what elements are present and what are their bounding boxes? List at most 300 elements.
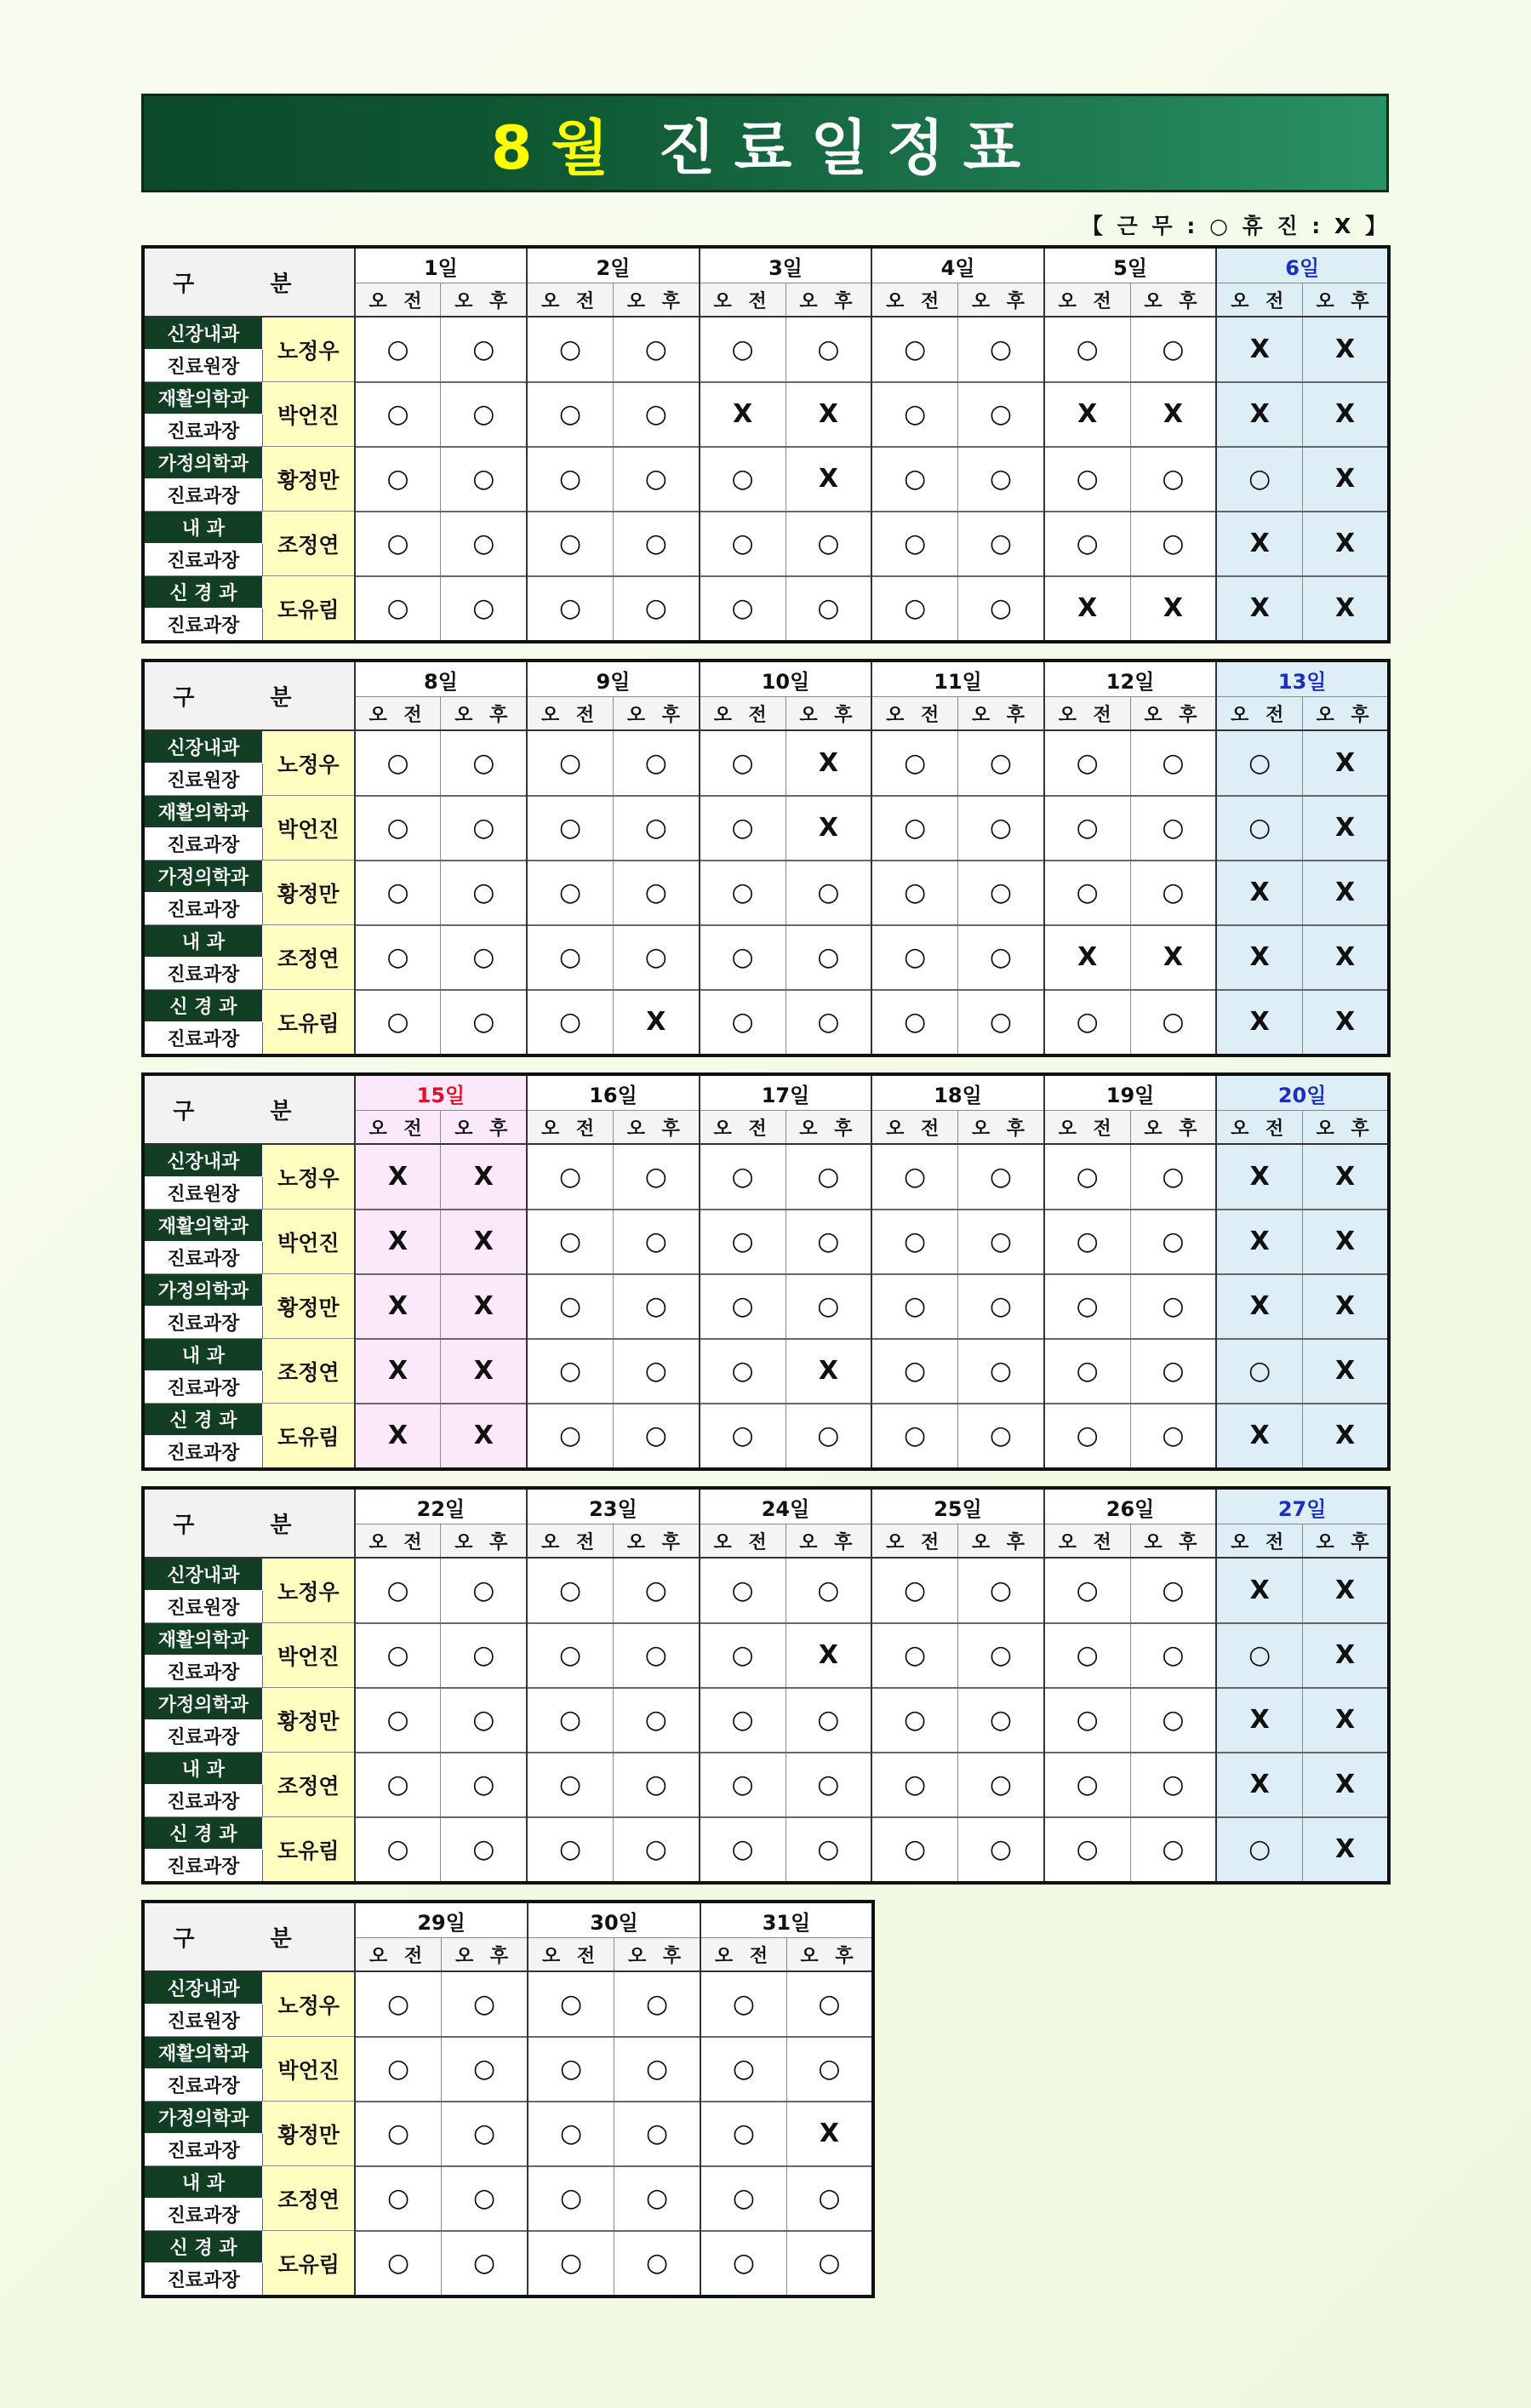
- work-mark: ○: [442, 2037, 528, 2102]
- pm-header: 오 후: [613, 1524, 699, 1559]
- work-mark: ○: [527, 447, 613, 512]
- work-mark: ○: [958, 990, 1044, 1056]
- off-mark: X: [1303, 382, 1389, 447]
- work-mark: ○: [442, 1971, 528, 2037]
- work-mark: ○: [613, 796, 699, 861]
- off-mark: X: [785, 382, 871, 447]
- work-mark: ○: [527, 1558, 613, 1623]
- work-mark: ○: [700, 796, 785, 861]
- doctor-name: 박언진: [262, 796, 354, 861]
- pm-header: 오 후: [787, 1938, 874, 1972]
- work-mark: ○: [613, 1688, 699, 1753]
- pm-header: 오 후: [958, 283, 1044, 317]
- day-header: 16일: [527, 1074, 700, 1111]
- off-mark: X: [1216, 1144, 1302, 1210]
- work-mark: ○: [355, 447, 441, 512]
- day-header: 9일: [527, 661, 700, 697]
- doctor-name: 황정만: [263, 2102, 356, 2166]
- work-mark: ○: [787, 2037, 874, 2102]
- doctor-name: 박언진: [262, 1623, 354, 1688]
- work-mark: ○: [787, 2166, 874, 2231]
- work-mark: ○: [1130, 1144, 1216, 1210]
- doctor-name: 노정우: [262, 730, 354, 796]
- role-label: 진료과장: [143, 2199, 263, 2231]
- work-mark: ○: [700, 1971, 786, 2037]
- work-mark: ○: [700, 1623, 785, 1688]
- work-mark: ○: [442, 2166, 528, 2231]
- work-mark: ○: [958, 1339, 1044, 1404]
- off-mark: X: [1216, 1210, 1302, 1274]
- am-header: 오 전: [700, 1524, 785, 1559]
- work-mark: ○: [958, 1558, 1044, 1623]
- doctor-row: [143, 796, 1389, 828]
- work-mark: ○: [1130, 1339, 1216, 1404]
- work-mark: ○: [355, 990, 441, 1056]
- work-mark: ○: [785, 1817, 871, 1884]
- doctor-name: 조정연: [262, 512, 354, 576]
- department-label: 재활의학과: [143, 2037, 263, 2069]
- off-mark: X: [1303, 861, 1389, 925]
- am-header: 오 전: [355, 1111, 441, 1145]
- work-mark: ○: [785, 512, 871, 576]
- off-mark: X: [1044, 382, 1130, 447]
- work-mark: ○: [1130, 861, 1216, 925]
- work-mark: ○: [1044, 317, 1130, 382]
- work-mark: ○: [355, 382, 441, 447]
- am-header: 오 전: [1044, 283, 1130, 317]
- work-mark: ○: [700, 1558, 785, 1623]
- role-label: 진료과장: [143, 1307, 262, 1339]
- off-mark: X: [441, 1210, 527, 1274]
- doctor-row: [143, 1144, 1389, 1177]
- role-label: 진료과장: [143, 1720, 262, 1753]
- department-label: 재활의학과: [143, 1210, 262, 1242]
- work-mark: ○: [1044, 1623, 1130, 1688]
- off-mark: X: [1303, 447, 1389, 512]
- work-mark: ○: [871, 1623, 957, 1688]
- work-mark: ○: [441, 447, 527, 512]
- doctor-name: 조정연: [262, 925, 354, 990]
- off-mark: X: [1216, 1558, 1302, 1623]
- work-mark: ○: [785, 925, 871, 990]
- work-mark: ○: [1216, 1339, 1302, 1404]
- work-mark: ○: [1044, 1688, 1130, 1753]
- work-mark: ○: [355, 1558, 441, 1623]
- pm-header: 오 후: [613, 697, 699, 731]
- doctor-row: [143, 1404, 1389, 1436]
- work-mark: ○: [958, 1404, 1044, 1470]
- role-label: 진료과장: [143, 1785, 262, 1817]
- work-mark: ○: [958, 1753, 1044, 1817]
- role-label: 진료과장: [143, 1242, 262, 1274]
- off-mark: X: [1303, 317, 1389, 382]
- title-text: 진료일정표: [658, 112, 1040, 183]
- work-mark: ○: [785, 317, 871, 382]
- work-mark: ○: [787, 1971, 874, 2037]
- doctor-row: [143, 2102, 873, 2134]
- off-mark: X: [1303, 730, 1389, 796]
- work-mark: ○: [1216, 730, 1302, 796]
- off-mark: X: [355, 1404, 441, 1470]
- off-mark: X: [785, 1339, 871, 1404]
- work-mark: ○: [785, 1404, 871, 1470]
- work-mark: ○: [613, 1339, 699, 1404]
- work-mark: ○: [785, 1688, 871, 1753]
- role-label: 진료과장: [143, 828, 262, 861]
- doctor-row: [143, 1971, 873, 2005]
- work-mark: ○: [355, 796, 441, 861]
- work-mark: ○: [441, 1688, 527, 1753]
- work-mark: ○: [1216, 1817, 1302, 1884]
- work-mark: ○: [613, 317, 699, 382]
- day-header: 18일: [871, 1074, 1044, 1111]
- off-mark: X: [1130, 576, 1216, 643]
- gubun-header: 구 분: [143, 1902, 355, 1971]
- work-mark: ○: [528, 1971, 614, 2037]
- work-mark: ○: [527, 1144, 613, 1210]
- work-mark: ○: [613, 1274, 699, 1339]
- work-mark: ○: [613, 512, 699, 576]
- day-header: 23일: [527, 1488, 700, 1524]
- work-mark: ○: [355, 2231, 441, 2297]
- pm-header: 오 후: [785, 1111, 871, 1145]
- work-mark: ○: [355, 2166, 441, 2231]
- off-mark: X: [355, 1210, 441, 1274]
- work-mark: ○: [613, 1144, 699, 1210]
- work-mark: ○: [958, 317, 1044, 382]
- gubun-header: 구 분: [143, 661, 355, 730]
- doctor-name: 황정만: [262, 861, 354, 925]
- role-label: 진료과장: [143, 2134, 263, 2166]
- work-mark: ○: [871, 1210, 957, 1274]
- work-mark: ○: [1130, 730, 1216, 796]
- work-mark: ○: [614, 2037, 700, 2102]
- work-mark: ○: [355, 1971, 441, 2037]
- work-mark: ○: [441, 1623, 527, 1688]
- work-mark: ○: [871, 1404, 957, 1470]
- off-mark: X: [1216, 990, 1302, 1056]
- work-mark: ○: [785, 576, 871, 643]
- off-mark: X: [1130, 925, 1216, 990]
- work-mark: ○: [355, 1817, 441, 1884]
- week-table: [141, 659, 1391, 1057]
- work-mark: ○: [871, 796, 957, 861]
- work-mark: ○: [441, 317, 527, 382]
- department-label: 가정의학과: [143, 1688, 262, 1720]
- work-mark: ○: [527, 796, 613, 861]
- day-header: 30일: [528, 1902, 700, 1938]
- work-mark: ○: [527, 730, 613, 796]
- am-header: 오 전: [871, 1111, 957, 1145]
- doctor-name: 조정연: [263, 2166, 356, 2231]
- department-label: 신 경 과: [143, 576, 262, 609]
- work-mark: ○: [700, 1339, 785, 1404]
- week-table: [141, 1486, 1391, 1885]
- role-label: 진료원장: [143, 1177, 262, 1210]
- day-header: 17일: [700, 1074, 872, 1111]
- pm-header: 오 후: [1130, 283, 1216, 317]
- pm-header: 오 후: [1303, 1111, 1389, 1145]
- am-header: 오 전: [700, 697, 785, 731]
- day-header: 10일: [700, 661, 872, 697]
- work-mark: ○: [441, 512, 527, 576]
- off-mark: X: [1303, 1753, 1389, 1817]
- work-mark: ○: [613, 1753, 699, 1817]
- week-table: [141, 245, 1391, 643]
- off-mark: X: [1303, 1623, 1389, 1688]
- work-mark: ○: [871, 1688, 957, 1753]
- work-mark: ○: [1130, 447, 1216, 512]
- role-label: 진료과장: [143, 2263, 263, 2297]
- work-mark: ○: [958, 1688, 1044, 1753]
- department-label: 재활의학과: [143, 1623, 262, 1656]
- off-mark: X: [785, 730, 871, 796]
- work-mark: ○: [700, 1404, 785, 1470]
- work-mark: ○: [871, 730, 957, 796]
- doctor-name: 박언진: [262, 1210, 354, 1274]
- department-label: 재활의학과: [143, 796, 262, 828]
- doctor-name: 노정우: [262, 317, 354, 382]
- work-mark: ○: [785, 1210, 871, 1274]
- pm-header: 오 후: [785, 697, 871, 731]
- day-header: 27일: [1216, 1488, 1389, 1524]
- doctor-row: [143, 1753, 1389, 1785]
- off-mark: X: [355, 1144, 441, 1210]
- work-mark: ○: [528, 2102, 614, 2166]
- work-mark: ○: [614, 2102, 700, 2166]
- pm-header: 오 후: [613, 1111, 699, 1145]
- work-mark: ○: [1130, 796, 1216, 861]
- day-header: 19일: [1044, 1074, 1217, 1111]
- am-header: 오 전: [527, 283, 613, 317]
- role-label: 진료과장: [143, 609, 262, 643]
- work-mark: ○: [700, 1688, 785, 1753]
- work-mark: ○: [527, 512, 613, 576]
- day-header: 20일: [1216, 1074, 1389, 1111]
- doctor-name: 황정만: [262, 447, 354, 512]
- work-mark: ○: [1130, 1558, 1216, 1623]
- off-mark: X: [441, 1274, 527, 1339]
- page-title: [141, 94, 1389, 192]
- day-header: 31일: [700, 1902, 873, 1938]
- work-mark: ○: [700, 925, 785, 990]
- off-mark: X: [787, 2102, 874, 2166]
- work-mark: ○: [442, 2102, 528, 2166]
- day-header: 13일: [1216, 661, 1389, 697]
- pm-header: 오 후: [958, 697, 1044, 731]
- off-mark: X: [785, 796, 871, 861]
- pm-header: 오 후: [1130, 1524, 1216, 1559]
- work-mark: ○: [613, 447, 699, 512]
- work-mark: ○: [1130, 512, 1216, 576]
- day-header: 29일: [355, 1902, 528, 1938]
- day-header: 3일: [700, 247, 872, 283]
- work-mark: ○: [613, 925, 699, 990]
- work-mark: ○: [613, 861, 699, 925]
- gubun-header: 구 분: [143, 247, 355, 317]
- off-mark: X: [441, 1339, 527, 1404]
- work-mark: ○: [871, 382, 957, 447]
- doctor-row: [143, 2166, 873, 2199]
- doctor-name: 황정만: [262, 1274, 354, 1339]
- work-mark: ○: [355, 576, 441, 643]
- work-mark: ○: [700, 730, 785, 796]
- work-mark: ○: [1216, 447, 1302, 512]
- work-mark: ○: [700, 990, 785, 1056]
- doctor-name: 도유림: [262, 1817, 354, 1884]
- work-mark: ○: [700, 1817, 785, 1884]
- work-mark: ○: [527, 1404, 613, 1470]
- doctor-row: [143, 2037, 873, 2069]
- work-mark: ○: [1044, 990, 1130, 1056]
- am-header: 오 전: [871, 283, 957, 317]
- off-mark: X: [1216, 512, 1302, 576]
- work-mark: ○: [700, 1753, 785, 1817]
- work-mark: ○: [871, 1144, 957, 1210]
- role-label: 진료원장: [143, 2005, 263, 2037]
- work-mark: ○: [441, 1817, 527, 1884]
- work-mark: ○: [958, 925, 1044, 990]
- work-mark: ○: [355, 2102, 441, 2166]
- work-mark: ○: [441, 382, 527, 447]
- department-label: 가정의학과: [143, 2102, 263, 2134]
- work-mark: ○: [1216, 1623, 1302, 1688]
- work-mark: ○: [441, 1558, 527, 1623]
- work-mark: ○: [700, 447, 785, 512]
- work-mark: ○: [527, 1623, 613, 1688]
- doctor-row: [143, 1817, 1389, 1850]
- off-mark: X: [1303, 1339, 1389, 1404]
- work-mark: ○: [871, 576, 957, 643]
- work-mark: ○: [614, 1971, 700, 2037]
- doctor-row: [143, 1210, 1389, 1242]
- doctor-name: 도유림: [263, 2231, 356, 2297]
- off-mark: X: [1303, 1817, 1389, 1884]
- off-mark: X: [1303, 1558, 1389, 1623]
- work-mark: ○: [1130, 317, 1216, 382]
- work-mark: ○: [785, 861, 871, 925]
- department-label: 신장내과: [143, 1971, 263, 2005]
- department-label: 신 경 과: [143, 2231, 263, 2263]
- gubun-header: 구 분: [143, 1488, 355, 1558]
- work-mark: ○: [700, 2166, 786, 2231]
- work-mark: ○: [355, 861, 441, 925]
- work-mark: ○: [441, 730, 527, 796]
- work-mark: ○: [1130, 1210, 1216, 1274]
- day-header: 6일: [1216, 247, 1389, 283]
- doctor-row: [143, 1274, 1389, 1307]
- day-header: 15일: [355, 1074, 528, 1111]
- off-mark: X: [1303, 1274, 1389, 1339]
- work-mark: ○: [1044, 512, 1130, 576]
- work-mark: ○: [527, 317, 613, 382]
- work-mark: ○: [1044, 1144, 1130, 1210]
- day-header: 4일: [871, 247, 1044, 283]
- am-header: 오 전: [871, 697, 957, 731]
- work-mark: ○: [1044, 1817, 1130, 1884]
- work-mark: ○: [700, 576, 785, 643]
- pm-header: 오 후: [1303, 697, 1389, 731]
- pm-header: 오 후: [442, 1938, 528, 1972]
- work-mark: ○: [527, 925, 613, 990]
- work-mark: ○: [442, 2231, 528, 2297]
- day-header: 8일: [355, 661, 528, 697]
- am-header: 오 전: [1044, 1111, 1130, 1145]
- doctor-row: [143, 730, 1389, 764]
- work-mark: ○: [958, 512, 1044, 576]
- off-mark: X: [1303, 1404, 1389, 1470]
- am-header: 오 전: [528, 1938, 614, 1972]
- department-label: 가정의학과: [143, 861, 262, 893]
- day-header: 25일: [871, 1488, 1044, 1524]
- work-mark: ○: [958, 1144, 1044, 1210]
- work-mark: ○: [1044, 447, 1130, 512]
- work-mark: ○: [700, 861, 785, 925]
- work-mark: ○: [1044, 861, 1130, 925]
- work-mark: ○: [958, 1817, 1044, 1884]
- work-mark: ○: [527, 382, 613, 447]
- doctor-row: [143, 512, 1389, 544]
- work-mark: ○: [700, 512, 785, 576]
- work-mark: ○: [527, 1210, 613, 1274]
- work-mark: ○: [613, 730, 699, 796]
- work-mark: ○: [958, 382, 1044, 447]
- work-mark: ○: [958, 1623, 1044, 1688]
- department-label: 신장내과: [143, 1558, 262, 1591]
- work-mark: ○: [613, 1558, 699, 1623]
- doctor-name: 노정우: [262, 1144, 354, 1210]
- work-mark: ○: [958, 1210, 1044, 1274]
- am-header: 오 전: [871, 1524, 957, 1559]
- doctor-name: 도유림: [262, 990, 354, 1056]
- am-header: 오 전: [700, 1111, 785, 1145]
- work-mark: ○: [528, 2166, 614, 2231]
- work-mark: ○: [1130, 1274, 1216, 1339]
- work-mark: ○: [613, 1817, 699, 1884]
- doctor-row: [143, 1688, 1389, 1720]
- off-mark: X: [1303, 796, 1389, 861]
- am-header: 오 전: [355, 1938, 441, 1972]
- department-label: 가정의학과: [143, 1274, 262, 1307]
- role-label: 진료과장: [143, 2069, 263, 2102]
- department-label: 신 경 과: [143, 1404, 262, 1436]
- work-mark: ○: [1130, 1688, 1216, 1753]
- work-mark: ○: [958, 730, 1044, 796]
- off-mark: X: [1303, 512, 1389, 576]
- title-month: 8월: [490, 112, 628, 183]
- work-mark: ○: [1044, 1404, 1130, 1470]
- department-label: 재활의학과: [143, 382, 262, 415]
- doctor-name: 노정우: [262, 1558, 354, 1623]
- pm-header: 오 후: [958, 1111, 1044, 1145]
- work-mark: ○: [527, 1339, 613, 1404]
- department-label: 신장내과: [143, 730, 262, 764]
- department-label: 신장내과: [143, 1144, 262, 1177]
- work-mark: ○: [700, 2102, 786, 2166]
- doctor-name: 황정만: [262, 1688, 354, 1753]
- work-mark: ○: [871, 990, 957, 1056]
- role-label: 진료과장: [143, 1850, 262, 1884]
- work-mark: ○: [355, 730, 441, 796]
- doctor-name: 박언진: [262, 382, 354, 447]
- doctor-row: [143, 1623, 1389, 1656]
- department-label: 신 경 과: [143, 1817, 262, 1850]
- work-mark: ○: [355, 1688, 441, 1753]
- work-mark: ○: [527, 990, 613, 1056]
- work-mark: ○: [1130, 1623, 1216, 1688]
- work-mark: ○: [1130, 1753, 1216, 1817]
- work-mark: ○: [871, 447, 957, 512]
